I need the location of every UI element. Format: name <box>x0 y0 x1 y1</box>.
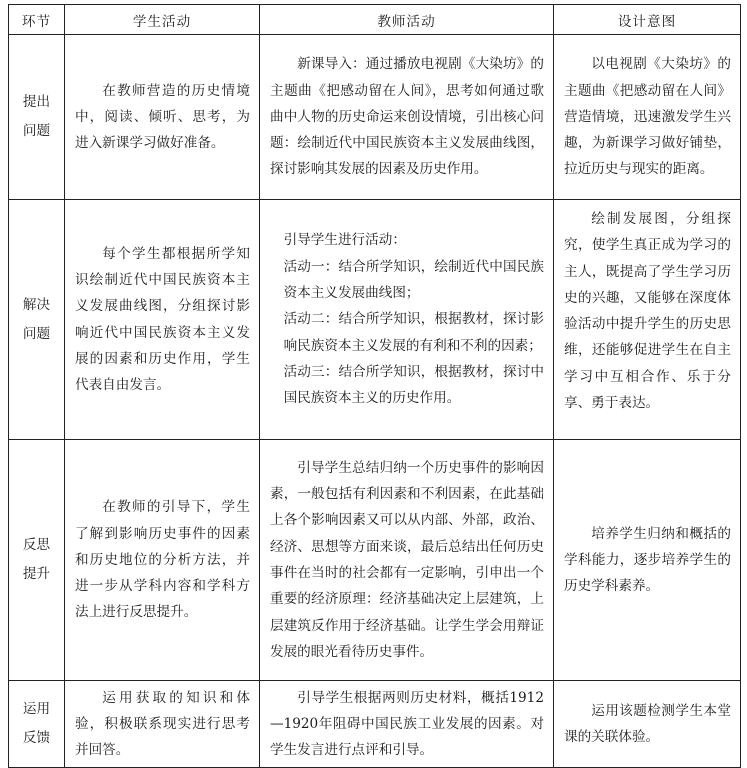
teacher-activity-item: 活动一：结合所学知识，绘制近代中国民族资本主义发展曲线图； <box>283 258 544 302</box>
header-stage: 环节 <box>9 5 65 35</box>
header-design-intent: 设计意图 <box>554 5 741 35</box>
design-intent-cell <box>554 681 741 768</box>
teacher-activity-item: 活动三：结合所学知识，根据教材，探讨中国民族资本主义的历史作用。 <box>283 363 544 407</box>
student-activity-text: 运用获取的知识和体验，积极联系现实进行思考并回答。 <box>75 689 250 759</box>
design-intent-cell <box>554 200 741 440</box>
teacher-activity-cell <box>260 681 554 768</box>
teacher-activity-intro: 引导学生进行活动： <box>283 232 406 249</box>
stage-line: 提出 <box>22 94 51 110</box>
stage-cell <box>9 440 65 681</box>
student-activity-text: 在教师营造的历史情境中，阅读、倾听、思考，为进入新课学习做好准备。 <box>75 82 250 152</box>
design-intent-text: 运用该题检测学生本堂课的关联体验。 <box>564 702 731 745</box>
design-intent-text: 培养学生归纳和概括的学科能力，逐步培养学生的历史学科素养。 <box>564 525 731 595</box>
teacher-activity-item: 活动二：结合所学知识，根据教材，探讨影响民族资本主义发展的有利和不利的因素； <box>283 311 544 354</box>
student-activity-text: 每个学生都根据所学知识绘制近代中国民族资本主义发展曲线图，分组探讨影响近代中国民族资本主义发展的因素和历史作用，学生代表自由发言。 <box>75 245 250 394</box>
teacher-activity-cell <box>260 440 554 681</box>
teacher-activity-text: 新课导入：通过播放电视剧《大染坊》的主题曲《把感动留在人间》，思考如何通过歌曲中人物的历史命运来创设情境，引出核心问题：绘制近代中国民族资本主义发展曲线图，探讨影响其发展的因素及历史作用。 <box>270 56 544 178</box>
design-intent-cell <box>554 440 741 681</box>
design-intent-cell <box>554 35 741 200</box>
header-teacher-activity: 教师活动 <box>260 5 554 35</box>
header-student-activity: 学生活动 <box>65 5 260 35</box>
teacher-activity-cell <box>260 35 554 200</box>
student-activity-cell <box>65 440 260 681</box>
stage-line: 反思 <box>22 537 51 553</box>
table-row <box>9 200 741 440</box>
stage-line: 运用 <box>22 701 51 717</box>
header-row <box>9 5 741 35</box>
stage-line: 问题 <box>22 123 51 139</box>
design-intent-text: 绘制发展图，分组探究，使学生真正成为学习的主人，既提高了学生学习历史的兴趣，又能够在深度体验活动中提升学生的历史思维，还能够促进学生在自主学习中互相合作、乐于分享、勇于表达。 <box>564 211 731 412</box>
student-activity-cell <box>65 200 260 440</box>
stage-cell <box>9 200 65 440</box>
table-row <box>9 440 741 681</box>
teacher-activity-text: 引导学生根据两则历史材料，概括1912—1920年阻碍中国民族工业发展的因素。对学生发言进行点评和引导。 <box>270 689 544 759</box>
lesson-design-table <box>8 4 741 768</box>
teacher-activity-text: 引导学生总结归纳一个历史事件的影响因素，一般包括有利因素和不利因素，在此基础上各个影响因素又可以从内部、外部，政治、经济、思想等方面来谈，最后总结出任何历史事件在当时的社会都有一定影响，引申出一个重要的经济原理：经济基础决定上层建筑，上层建筑反作用于经济基础。让学生学会用辩证发展的眼光看待历史事件。 <box>270 459 544 660</box>
stage-cell <box>9 35 65 200</box>
table-row <box>9 35 741 200</box>
student-activity-cell <box>65 681 260 768</box>
table-row <box>9 681 741 768</box>
design-intent-text: 以电视剧《大染坊》的主题曲《把感动留在人间》营造情境，迅速激发学生兴趣，为新课学习做好铺垫，拉近历史与现实的距离。 <box>564 56 731 178</box>
stage-line: 提升 <box>22 566 51 582</box>
student-activity-text: 在教师的引导下，学生了解到影响历史事件的因素和历史地位的分析方法，并进一步从学科内容和学科方法上进行反思提升。 <box>75 499 250 621</box>
student-activity-cell <box>65 35 260 200</box>
stage-cell <box>9 681 65 768</box>
stage-line: 解决 <box>22 296 51 313</box>
stage-line: 反馈 <box>22 730 51 746</box>
teacher-activity-cell <box>260 200 554 440</box>
stage-line: 问题 <box>22 325 51 342</box>
